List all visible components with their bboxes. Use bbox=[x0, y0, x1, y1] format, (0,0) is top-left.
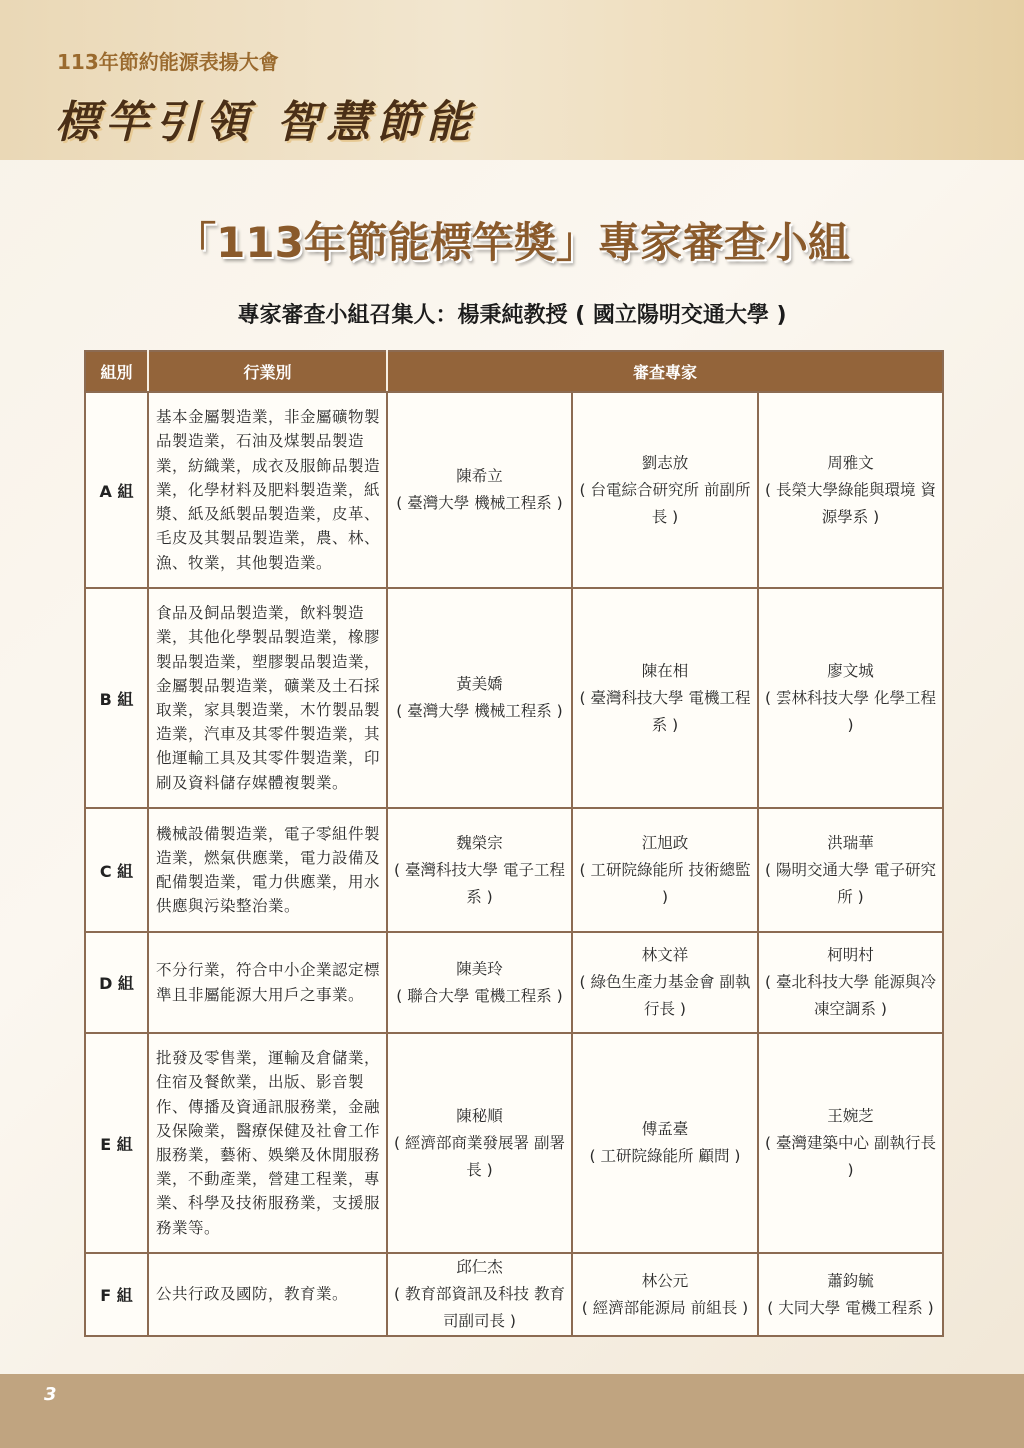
group-cell: B 組 bbox=[85, 588, 148, 808]
expert-name: 林文祥 bbox=[641, 946, 689, 964]
expert-affiliation: ( 工研院綠能所 顧問 ) bbox=[589, 1147, 741, 1165]
expert-affiliation: ( 教育部資訊及科技 教育司副司長 ) bbox=[394, 1285, 565, 1330]
expert-cell bbox=[758, 1253, 943, 1336]
header-industry: 行業別 bbox=[148, 351, 387, 392]
expert-name: 蕭鈞毓 bbox=[827, 1271, 874, 1290]
expert-cell bbox=[387, 392, 572, 588]
expert-affiliation: ( 臺灣建築中心 副執行長 ) bbox=[765, 1133, 936, 1179]
expert-affiliation: ( 聯合大學 電機工程系 ) bbox=[396, 986, 563, 1005]
expert-cell bbox=[758, 392, 943, 588]
industry-cell: 批發及零售業，運輸及倉儲業，住宿及餐飲業，出版、影音製作、傳播及資通訊服務業，金融及保險業，醫療保健及社會工作服務業，藝術、娛樂及休閒服務業，不動產業，營建工程業，專業、科學及技術服務業，支援服務業等。 bbox=[148, 1033, 387, 1253]
expert-name: 江旭政 bbox=[641, 833, 689, 852]
expert-name: 陳秘順 bbox=[456, 1106, 503, 1125]
expert-affiliation: ( 經濟部能源局 前組長 ) bbox=[581, 1298, 749, 1317]
expert-name: 廖文城 bbox=[827, 661, 874, 680]
expert-affiliation: ( 臺灣科技大學 電機工程系 ) bbox=[579, 688, 751, 734]
expert-name: 傅孟臺 bbox=[641, 1120, 689, 1138]
expert-cell bbox=[758, 808, 943, 932]
expert-name: 王婉芝 bbox=[827, 1106, 874, 1125]
table-row bbox=[85, 932, 943, 1033]
industry-cell: 機械設備製造業，電子零組件製造業，燃氣供應業，電力設備及配備製造業，電力供應業，用水供應與污染整治業。 bbox=[148, 808, 387, 932]
group-cell: A 組 bbox=[85, 392, 148, 588]
expert-cell bbox=[572, 932, 758, 1033]
expert-cell bbox=[572, 1033, 758, 1253]
expert-affiliation: ( 陽明交通大學 電子研究所 ) bbox=[765, 860, 936, 906]
expert-cell bbox=[572, 392, 758, 588]
expert-affiliation: ( 臺灣大學 機械工程系 ) bbox=[396, 702, 563, 720]
industry-cell: 不分行業，符合中小企業認定標準且非屬能源大用戶之事業。 bbox=[148, 932, 387, 1033]
expert-affiliation: ( 臺灣大學 機械工程系 ) bbox=[396, 494, 563, 512]
expert-cell bbox=[572, 588, 758, 808]
table-row bbox=[85, 1033, 943, 1253]
expert-name: 林公元 bbox=[641, 1271, 689, 1290]
expert-name: 黃美嬌 bbox=[456, 675, 503, 693]
event-name: 113年節約能源表揚大會 bbox=[57, 50, 279, 74]
expert-affiliation: ( 工研院綠能所 技術總監 ) bbox=[579, 860, 751, 906]
expert-affiliation: ( 臺北科技大學 能源與冷凍空調系 ) bbox=[765, 973, 936, 1018]
page-title: 「113年節能標竿獎」專家審查小組 bbox=[174, 218, 850, 267]
expert-cell bbox=[758, 588, 943, 808]
table-row bbox=[85, 1253, 943, 1336]
expert-cell bbox=[758, 1033, 943, 1253]
industry-cell: 基本金屬製造業，非金屬礦物製品製造業，石油及煤製品製造業，紡織業，成衣及服飾品製造業，化學材料及肥料製造業，紙漿、紙及紙製品製造業，皮革、毛皮及其製品製造業，農、林、漁、牧業，其他製造業。 bbox=[148, 392, 387, 588]
expert-cell bbox=[758, 932, 943, 1033]
expert-name: 邱仁杰 bbox=[456, 1258, 503, 1276]
convener-line: 專家審查小組召集人：楊秉純教授 ( 國立陽明交通大學 ) bbox=[237, 303, 787, 328]
expert-affiliation: ( 臺灣科技大學 電子工程系 ) bbox=[394, 860, 565, 906]
expert-affiliation: ( 長榮大學綠能與環境 資源學系 ) bbox=[765, 480, 936, 526]
expert-name: 劉志放 bbox=[641, 453, 689, 472]
expert-cell bbox=[572, 808, 758, 932]
page-number: 3 bbox=[44, 1384, 57, 1405]
industry-cell: 食品及飼品製造業，飲料製造業，其他化學製品製造業，橡膠製品製造業，塑膠製品製造業，金屬製品製造業，礦業及土石採取業，家具製造業，木竹製品製造業，汽車及其零件製造業，其他運輸工具及其零件製造業，印刷及資料儲存媒體複製業。 bbox=[148, 588, 387, 808]
group-cell: C 組 bbox=[85, 808, 148, 932]
industry-cell: 公共行政及國防，教育業。 bbox=[148, 1253, 387, 1336]
expert-name: 陳希立 bbox=[456, 467, 503, 485]
footer-band bbox=[0, 1374, 1024, 1448]
slogan-calligraphy: 標竿引領 智慧節能 bbox=[55, 97, 477, 148]
expert-cell bbox=[387, 588, 572, 808]
expert-name: 洪瑞華 bbox=[827, 833, 874, 852]
table-header-row bbox=[85, 351, 943, 392]
expert-cell bbox=[387, 808, 572, 932]
expert-cell bbox=[387, 1033, 572, 1253]
expert-cell bbox=[572, 1253, 758, 1336]
expert-panel-table bbox=[84, 350, 944, 1337]
table-row bbox=[85, 808, 943, 932]
header-group: 組別 bbox=[85, 351, 148, 392]
expert-name: 周雅文 bbox=[827, 453, 874, 472]
expert-name: 陳美玲 bbox=[456, 959, 503, 978]
group-cell: E 組 bbox=[85, 1033, 148, 1253]
expert-name: 魏榮宗 bbox=[456, 833, 503, 852]
expert-cell bbox=[387, 1253, 572, 1336]
expert-affiliation: ( 雲林科技大學 化學工程 ) bbox=[765, 688, 936, 734]
expert-affiliation: ( 台電綜合研究所 前副所長 ) bbox=[579, 480, 751, 526]
expert-name: 柯明村 bbox=[827, 946, 874, 964]
table-row bbox=[85, 392, 943, 588]
table-row bbox=[85, 588, 943, 808]
header-experts: 審查專家 bbox=[387, 351, 943, 392]
expert-affiliation: ( 大同大學 電機工程系 ) bbox=[767, 1298, 934, 1317]
expert-affiliation: ( 綠色生產力基金會 副執行長 ) bbox=[579, 973, 751, 1018]
group-cell: F 組 bbox=[85, 1253, 148, 1336]
expert-name: 陳在相 bbox=[641, 661, 689, 680]
expert-affiliation: ( 經濟部商業發展署 副署長 ) bbox=[394, 1133, 565, 1179]
expert-cell bbox=[387, 932, 572, 1033]
group-cell: D 組 bbox=[85, 932, 148, 1033]
